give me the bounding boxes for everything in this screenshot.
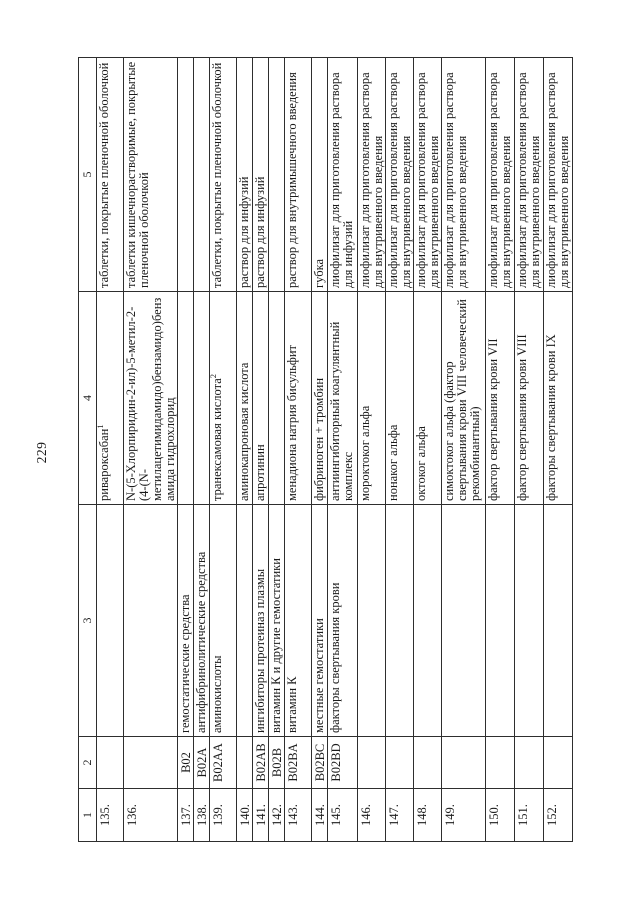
cell-row-number: 151. — [515, 789, 544, 842]
cell-row-number: 143. — [285, 789, 312, 842]
cell-atc-code — [97, 737, 124, 789]
cell-atc-code — [515, 737, 544, 789]
cell-substance-name: аминокапроновая кислота — [237, 292, 253, 505]
cell-dosage-form: таблетки кишечнорастворимые, покрытые пленочной оболочкой — [124, 58, 178, 292]
cell-group-name: местные гемостатики — [312, 505, 328, 737]
cell-atc-code — [237, 737, 253, 789]
cell-substance-name: мороктоког альфа — [358, 292, 386, 505]
cell-substance-name: фибриноген + тромбин — [312, 292, 328, 505]
cell-atc-code — [386, 737, 414, 789]
cell-dosage-form: лиофилизат для приготовления раствора для внутривенного введения — [358, 58, 386, 292]
cell-group-name: антифибринолитические средства — [194, 505, 210, 737]
table-row — [210, 58, 237, 842]
cell-group-name — [358, 505, 386, 737]
cell-dosage-form — [178, 58, 194, 292]
cell-atc-code: B02BC — [312, 737, 328, 789]
cell-substance-name: фактор свертывания крови VII — [486, 292, 515, 505]
cell-dosage-form: раствор для инфузий — [253, 58, 269, 292]
cell-dosage-form: раствор для внутримышечного введения — [285, 58, 312, 292]
cell-atc-code — [442, 737, 486, 789]
cell-row-number: 149. — [442, 789, 486, 842]
cell-row-number: 137. — [178, 789, 194, 842]
cell-atc-code — [124, 737, 178, 789]
drug-registry-table — [78, 57, 573, 842]
cell-dosage-form: лиофилизат для приготовления раствора для инфузий — [328, 58, 358, 292]
cell-group-name — [515, 505, 544, 737]
table-row — [328, 58, 358, 842]
cell-row-number: 147. — [386, 789, 414, 842]
cell-group-name — [124, 505, 178, 737]
table-container — [78, 57, 573, 842]
cell-substance-name — [94, 292, 124, 505]
cell-substance-name: антиингибиторный коагулянтный комплекс — [328, 292, 358, 505]
table-row — [358, 58, 386, 842]
cell-atc-code: B02AA — [210, 737, 237, 789]
cell-row-number: 135. — [97, 789, 124, 842]
cell-row-number: 144. — [312, 789, 328, 842]
table-row — [194, 58, 210, 842]
footnote-marker: 1 — [94, 424, 105, 429]
table-header-row — [79, 58, 97, 842]
cell-dosage-form — [194, 58, 210, 292]
cell-group-name — [442, 505, 486, 737]
cell-group-name: витамин К и другие гемостатики — [269, 505, 285, 737]
cell-substance-name — [178, 292, 194, 505]
cell-substance-name: фактор свертывания крови VIII — [515, 292, 544, 505]
cell-dosage-form: таблетки, покрытые пленочной оболочкой — [210, 58, 237, 292]
column-header-cell: 3 — [79, 505, 97, 737]
cell-substance-name: менадиона натрия бисульфит — [285, 292, 312, 505]
cell-row-number: 145. — [328, 789, 358, 842]
table-row — [253, 58, 269, 842]
cell-group-name — [97, 505, 124, 737]
cell-atc-code: B02 — [178, 737, 194, 789]
cell-dosage-form: лиофилизат для приготовления раствора для внутривенного введения — [414, 58, 442, 292]
cell-group-name — [544, 505, 573, 737]
cell-row-number: 139. — [210, 789, 237, 842]
column-header-cell: 1 — [79, 789, 97, 842]
table-row — [386, 58, 414, 842]
table-row — [544, 58, 573, 842]
substance-text: транексамовая кислота — [210, 378, 224, 501]
cell-substance-name — [207, 292, 237, 505]
footnote-marker: 2 — [207, 373, 218, 379]
cell-atc-code — [414, 737, 442, 789]
cell-dosage-form: лиофилизат для приготовления раствора для внутривенного введения — [544, 58, 573, 292]
cell-substance-name: октоког альфа — [414, 292, 442, 505]
page-number: 229 — [34, 441, 49, 464]
table-header — [79, 58, 97, 842]
cell-substance-name: N-(5-Хлорпиридин-2-ил)-5-метил-2-(4-(N-метилацетимидамидо)бензамидо)бензамида гидрохлорид — [124, 292, 178, 505]
cell-substance-name: симоктоког альфа (фактор свертывания крови VIII человеческий рекомбинантный) — [442, 292, 486, 505]
cell-group-name — [486, 505, 515, 737]
table-row — [414, 58, 442, 842]
column-header-cell: 4 — [79, 292, 97, 505]
cell-dosage-form: лиофилизат для приготовления раствора для внутривенного введения — [515, 58, 544, 292]
table-row — [486, 58, 515, 842]
table-row — [269, 58, 285, 842]
table-row — [97, 58, 124, 842]
cell-atc-code: B02A — [194, 737, 210, 789]
cell-row-number: 141. — [253, 789, 269, 842]
cell-dosage-form: таблетки, покрытые пленочной оболочкой — [97, 58, 124, 292]
cell-dosage-form: лиофилизат для приготовления раствора для внутривенного введения — [386, 58, 414, 292]
cell-group-name — [414, 505, 442, 737]
cell-row-number: 146. — [358, 789, 386, 842]
cell-dosage-form: лиофилизат для приготовления раствора для внутривенного введения — [442, 58, 486, 292]
cell-group-name: витамин К — [285, 505, 312, 737]
cell-substance-name: факторы свертывания крови IX — [544, 292, 573, 505]
cell-row-number: 140. — [237, 789, 253, 842]
cell-atc-code: B02B — [269, 737, 285, 789]
cell-atc-code — [358, 737, 386, 789]
cell-row-number: 142. — [269, 789, 285, 842]
cell-atc-code: B02BA — [285, 737, 312, 789]
cell-substance-name — [269, 292, 285, 505]
table-row — [515, 58, 544, 842]
table-row — [124, 58, 178, 842]
column-header-cell: 5 — [79, 58, 97, 292]
column-header-cell: 2 — [79, 737, 97, 789]
cell-dosage-form: лиофилизат для приготовления раствора для внутривенного введения — [486, 58, 515, 292]
cell-substance-name — [194, 292, 210, 505]
cell-atc-code: B02AB — [253, 737, 269, 789]
cell-group-name: ингибиторы протеиназ плазмы — [253, 505, 269, 737]
cell-row-number: 152. — [544, 789, 573, 842]
cell-substance-name: нонаког альфа — [386, 292, 414, 505]
cell-atc-code — [486, 737, 515, 789]
cell-row-number: 136. — [124, 789, 178, 842]
cell-dosage-form: губка — [312, 58, 328, 292]
cell-group-name — [386, 505, 414, 737]
table-body — [94, 58, 573, 842]
cell-atc-code: B02BD — [328, 737, 358, 789]
cell-group-name: аминокислоты — [210, 505, 237, 737]
cell-row-number: 138. — [194, 789, 210, 842]
cell-group-name: факторы свертывания крови — [328, 505, 358, 737]
substance-text: ривароксабан — [97, 428, 111, 501]
table-row — [312, 58, 328, 842]
table-row — [442, 58, 486, 842]
table-row — [285, 58, 312, 842]
cell-group-name — [237, 505, 253, 737]
cell-row-number: 148. — [414, 789, 442, 842]
cell-dosage-form: раствор для инфузий — [237, 58, 253, 292]
cell-row-number: 150. — [486, 789, 515, 842]
cell-dosage-form — [269, 58, 285, 292]
cell-substance-name: апротинин — [253, 292, 269, 505]
table-row — [178, 58, 194, 842]
table-row — [237, 58, 253, 842]
cell-atc-code — [544, 737, 573, 789]
cell-group-name: гемостатические средства — [178, 505, 194, 737]
